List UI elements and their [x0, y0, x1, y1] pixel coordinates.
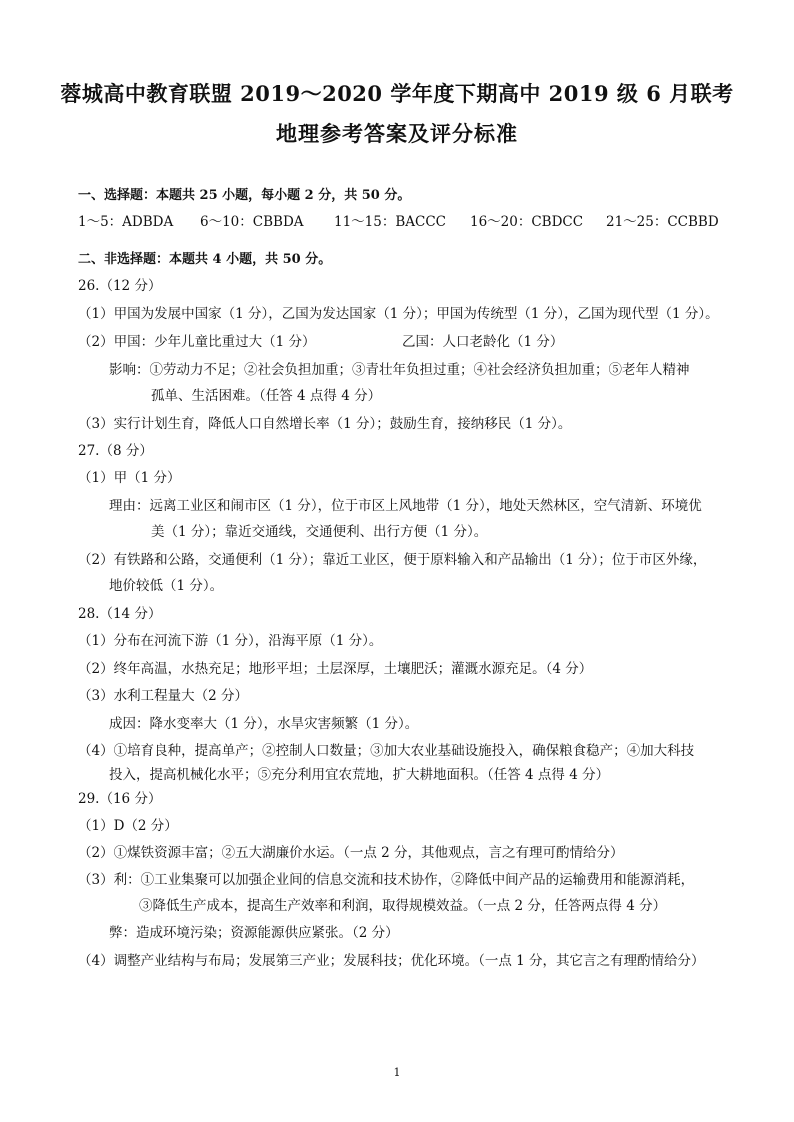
mc-answers-2: 6～10：CBBDA: [200, 214, 304, 230]
mc-answers-5: 21～25：CCBBD: [606, 214, 719, 230]
page-subtitle: 地理参考答案及评分标准: [276, 121, 518, 146]
q29-2: （2）①煤铁资源丰富；②五大湖廉价水运。（一点 2 分，其他观点，言之有理可酌情给分）: [78, 845, 624, 861]
q28-4: （4）①培育良种，提高单产；②控制人口数量；③加大农业基础设施投入，确保粮食稳产；④加大科技: [78, 743, 695, 759]
q28-3: （3）水利工程量大（2 分）: [78, 688, 248, 704]
q29-header: 29.（16 分）: [78, 791, 162, 807]
q26-1: （1）甲国为发展中国家（1 分），乙国为发达国家（1 分）；甲国为传统型（1 分），乙国为现代型（1 分）。: [78, 306, 719, 322]
q27-2-cont: 地价较低（1 分）。: [109, 578, 224, 594]
q29-3-disadvantage: 弊：造成环境污染；资源能源供应紧张。（2 分）: [109, 925, 399, 941]
q29-3-cont: ③降低生产成本，提高生产效率和利润，取得规模效益。（一点 2 分，任答两点得 4 分）: [139, 898, 667, 914]
q28-1: （1）分布在河流下游（1 分），沿海平原（1 分）。: [78, 633, 383, 649]
mc-answers-1: 1～5：ADBDA: [78, 214, 174, 230]
q28-header: 28.（14 分）: [78, 606, 162, 622]
q28-3-cause: 成因：降水变率大（1 分），水旱灾害频繁（1 分）。: [109, 716, 419, 732]
q27-header: 27.（8 分）: [78, 443, 153, 459]
q26-2b: 乙国：人口老龄化（1 分）: [402, 334, 564, 350]
q28-4-cont: 投入，提高机械化水平；⑤充分利用宜农荒地，扩大耕地面积。（任答 4 点得 4 分）: [109, 767, 610, 783]
q26-3: （3）实行计划生育，降低人口自然增长率（1 分）；鼓励生育，接纳移民（1 分）。: [78, 416, 572, 432]
q29-1: （1）D（2 分）: [78, 818, 178, 834]
section2-heading: 二、非选择题：本题共 4 小题，共 50 分。: [78, 252, 332, 267]
page-title: 蓉城高中教育联盟 2019～2020 学年度下期高中 2019 级 6 月联考: [60, 81, 734, 106]
page-number: 1: [393, 1066, 401, 1079]
q28-2: （2）终年高温，水热充足；地形平坦；土层深厚，土壤肥沃；灌溉水源充足。（4 分）: [78, 661, 593, 677]
q27-2: （2）有铁路和公路，交通便利（1 分）；靠近工业区，便于原料输入和产品输出（1 分）；位于市区外缘，: [78, 552, 707, 568]
q27-1: （1）甲（1 分）: [78, 470, 181, 486]
q26-2-impact-cont: 孤单、生活困难。（任答 4 点得 4 分）: [151, 388, 382, 404]
mc-answers-3: 11～15：BACCC: [334, 214, 447, 230]
q26-2-impact: 影响：①劳动力不足；②社会负担加重；③青壮年负担过重；④社会经济负担加重；⑤老年人精神: [109, 362, 690, 378]
q26-header: 26.（12 分）: [78, 278, 162, 294]
q26-2a: （2）甲国：少年儿童比重过大（1 分）: [78, 334, 316, 350]
q29-4: （4）调整产业结构与布局；发展第三产业；发展科技；优化环境。（一点 1 分，其它言之有理酌情给分）: [78, 953, 705, 969]
mc-answers-4: 16～20：CBDCC: [470, 214, 584, 230]
section1-heading: 一、选择题：本题共 25 小题，每小题 2 分，共 50 分。: [78, 188, 411, 203]
q29-3: （3）利：①工业集聚可以加强企业间的信息交流和技术协作，②降低中间产品的运输费用和能源消耗，: [78, 872, 695, 888]
q27-1-reason: 理由：远离工业区和闹市区（1 分），位于市区上风地带（1 分），地处天然林区，空气清新、环境优: [109, 498, 702, 514]
q27-1-reason-cont: 美（1 分）；靠近交通线，交通便利、出行方便（1 分）。: [151, 524, 488, 540]
